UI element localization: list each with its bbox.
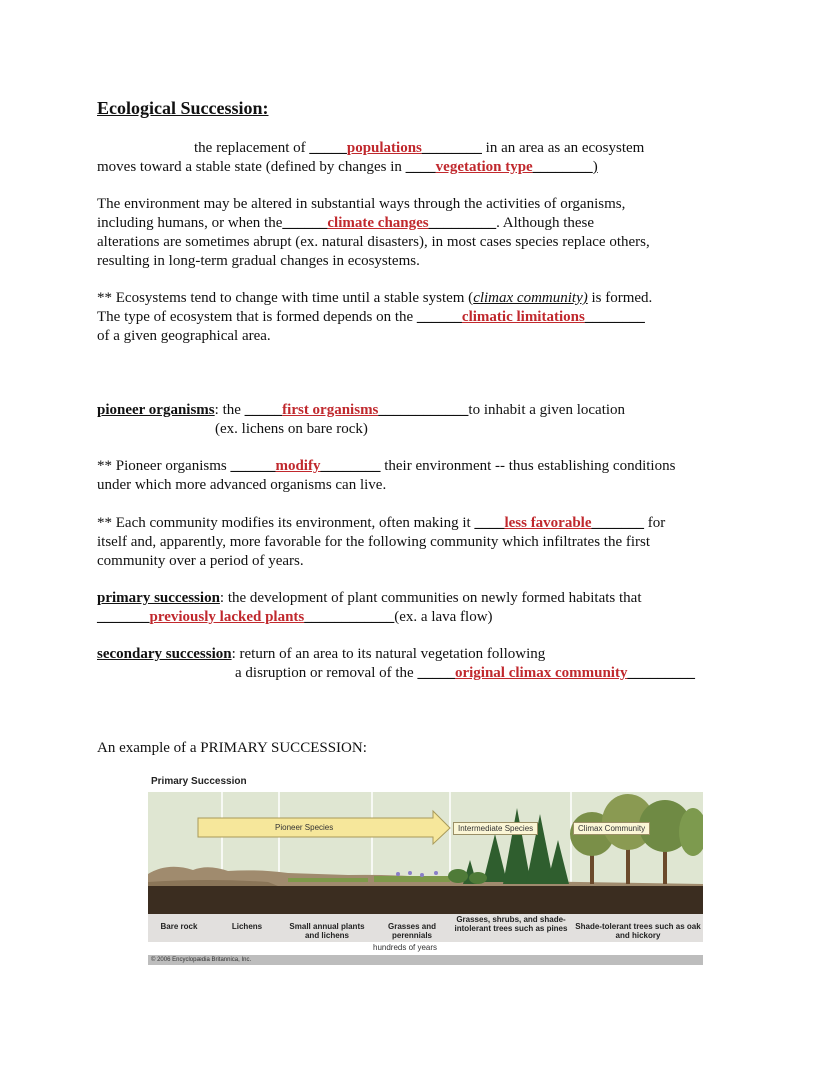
pioneer-example: (ex. lichens on bare rock) bbox=[215, 421, 368, 437]
primary-succession-line-1 bbox=[97, 589, 642, 608]
stage-lichens: Lichens bbox=[231, 922, 263, 931]
para1-line-3: alterations are sometimes abrupt (ex. natural disasters), in most cases species replace others, bbox=[97, 234, 650, 250]
text: moves toward a stable state (defined by changes in bbox=[97, 159, 406, 175]
text: ** Ecosystems tend to change with time until a stable system ( bbox=[97, 290, 474, 306]
para2-line-3: of a given geographical area. bbox=[97, 328, 271, 344]
pioneer-species-label: Pioneer Species bbox=[275, 823, 334, 832]
stage-shrubs-pines: Grasses, shrubs, and shade-intolerant trees such as pines bbox=[454, 915, 568, 933]
blank: _____ bbox=[244, 402, 283, 418]
primary-succession-line-2 bbox=[97, 608, 493, 627]
climax-community-term: climax community) bbox=[473, 290, 588, 306]
page-title: Ecological Succession: bbox=[97, 98, 269, 118]
blank: ____________ bbox=[304, 609, 395, 625]
blank: _______ bbox=[591, 515, 645, 531]
para4-line-1 bbox=[97, 514, 665, 533]
answer-vegetation-type: vegetation type bbox=[435, 159, 533, 175]
answer-populations: populations bbox=[346, 140, 422, 156]
para4-line-3: community over a period of years. bbox=[97, 553, 304, 569]
blank: ________ bbox=[320, 458, 381, 474]
blank: _______ bbox=[97, 609, 150, 625]
text: : the bbox=[214, 402, 245, 418]
text: ** Pioneer organisms bbox=[97, 458, 231, 474]
intermediate-species-label: Intermediate Species bbox=[453, 822, 538, 835]
para2-line-2 bbox=[97, 308, 645, 327]
para3-line-1 bbox=[97, 457, 675, 476]
blank: _________ bbox=[428, 215, 497, 231]
blank: ____ bbox=[474, 515, 505, 531]
blank: ______ bbox=[230, 458, 276, 474]
blank: ____ bbox=[405, 159, 436, 175]
answer-first-organisms: first organisms bbox=[282, 402, 379, 418]
text: : the development of plant communities on newly formed habitats that bbox=[219, 590, 642, 606]
blank: ____________ bbox=[378, 402, 469, 418]
text: including humans, or when the bbox=[97, 215, 283, 231]
text: their environment -- thus establishing conditions bbox=[380, 458, 676, 474]
answer-modify: modify bbox=[275, 458, 321, 474]
blank: ________) bbox=[532, 159, 598, 175]
para4-line-2: itself and, apparently, more favorable for the following community which infiltrates the first bbox=[97, 534, 651, 550]
answer-less-favorable: less favorable bbox=[504, 515, 592, 531]
copyright-note: © 2006 Encyclopædia Britannica, Inc. bbox=[148, 955, 703, 965]
secondary-succession-line-2 bbox=[235, 664, 695, 683]
text: for bbox=[644, 515, 666, 531]
para1-line-2 bbox=[97, 214, 594, 233]
answer-climate-changes: climate changes bbox=[327, 215, 429, 231]
secondary-succession-line-1 bbox=[97, 645, 545, 664]
blank: ______ bbox=[282, 215, 328, 231]
blank: ______ bbox=[416, 309, 462, 325]
climax-community-label: Climax Community bbox=[573, 822, 650, 835]
text: a disruption or removal of the bbox=[235, 665, 418, 681]
text: . Although these bbox=[496, 215, 595, 231]
answer-original-climax-community: original climax community bbox=[454, 665, 628, 681]
text: in an area as an ecosystem bbox=[481, 140, 645, 156]
primary-succession-figure bbox=[148, 774, 703, 966]
para1-line-4: resulting in long-term gradual changes in ecosystems. bbox=[97, 253, 420, 269]
text: ** Each community modifies its environment, often making it bbox=[97, 515, 475, 531]
stage-oak-hickory: Shade-tolerant trees such as oak and hickory bbox=[575, 922, 701, 940]
text: The type of ecosystem that is formed depends on the bbox=[97, 309, 417, 325]
blank: _________ bbox=[627, 665, 695, 681]
text: the replacement of bbox=[194, 140, 310, 156]
term-secondary-succession: secondary succession bbox=[97, 646, 232, 662]
blank: _____ bbox=[417, 665, 455, 681]
soil-layer bbox=[148, 886, 703, 914]
answer-previously-lacked-plants: previously lacked plants bbox=[149, 609, 305, 625]
blank: ________ bbox=[584, 309, 645, 325]
para2-line-1 bbox=[97, 289, 652, 308]
blank: _____ bbox=[309, 140, 347, 156]
text: to inhabit a given location bbox=[468, 402, 626, 418]
term-pioneer-organisms: pioneer organisms bbox=[97, 402, 215, 418]
time-axis-label: hundreds of years bbox=[373, 943, 438, 952]
text: (ex. a lava flow) bbox=[394, 609, 493, 625]
para1-line-1: The environment may be altered in substantial ways through the activities of organisms, bbox=[97, 196, 626, 212]
para3-line-2: under which more advanced organisms can live. bbox=[97, 477, 387, 493]
stage-grasses-perennials: Grasses and perennials bbox=[387, 922, 437, 940]
stage-small-annual-plants: Small annual plants and lichens bbox=[289, 922, 365, 940]
text: : return of an area to its natural vegetation following bbox=[231, 646, 546, 662]
blank: ________ bbox=[421, 140, 482, 156]
definition-line-2 bbox=[97, 158, 598, 177]
text: is formed. bbox=[587, 290, 653, 306]
figure-title: Primary Succession bbox=[151, 776, 247, 787]
answer-climatic-limitations: climatic limitations bbox=[461, 309, 585, 325]
pioneer-definition bbox=[97, 401, 625, 420]
term-primary-succession: primary succession bbox=[97, 590, 220, 606]
definition-line-1 bbox=[194, 139, 644, 158]
stage-bare-rock: Bare rock bbox=[160, 922, 198, 931]
example-label: An example of a PRIMARY SUCCESSION: bbox=[97, 740, 367, 756]
